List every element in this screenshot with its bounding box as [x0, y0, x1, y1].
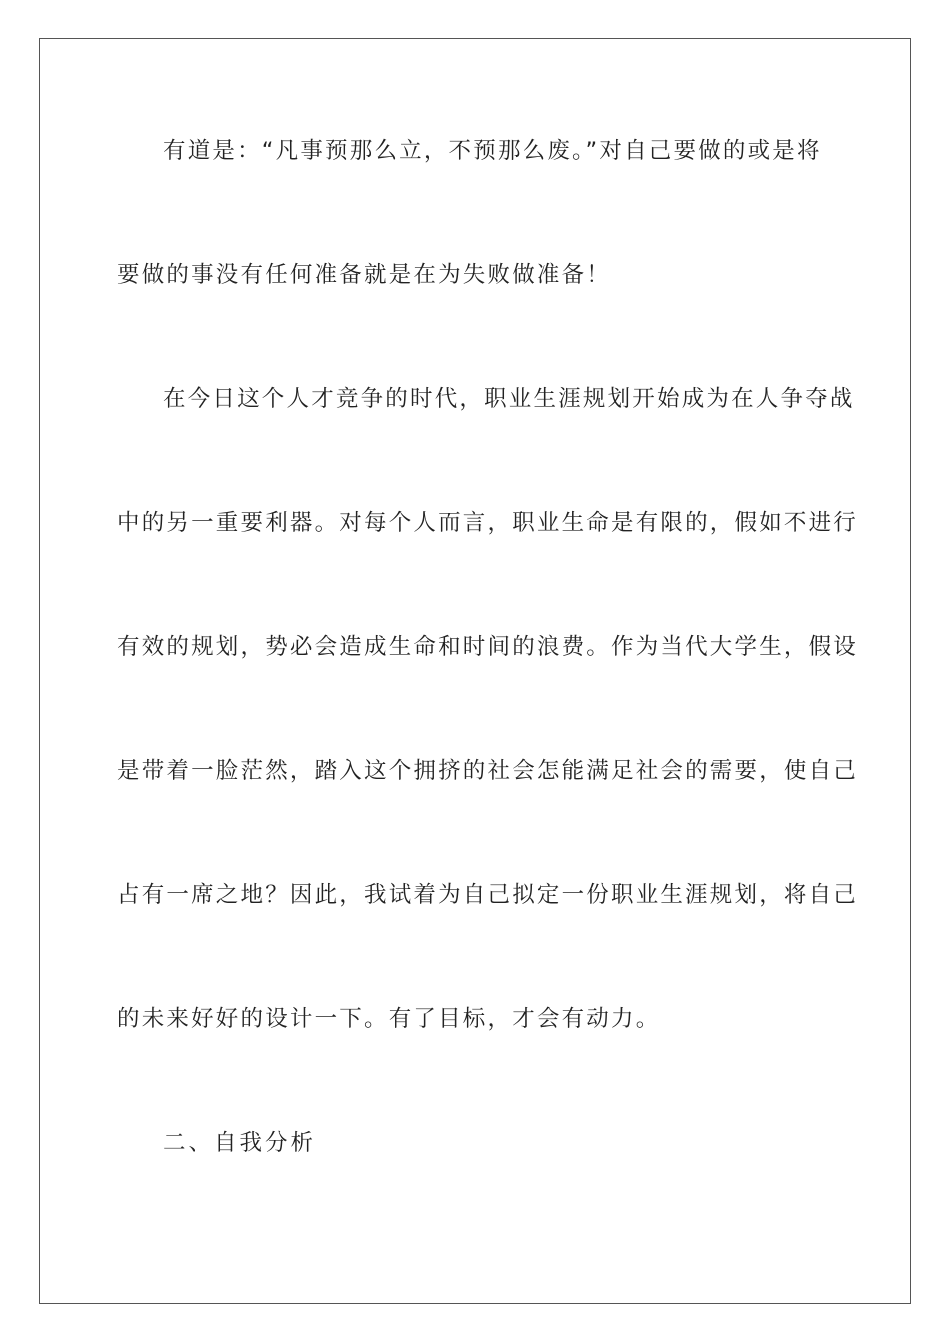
- paragraph-2-line-1: 在今日这个人才竞争的时代，职业生涯规划开始成为在人争夺战: [163, 386, 855, 412]
- paragraph-2-line-6: 的未来好好的设计一下。有了目标，才会有动力。: [117, 1006, 661, 1032]
- paragraph-1-line-1: 有道是：“凡事预那么立，不预那么废。”对自己要做的或是将: [163, 138, 822, 164]
- paragraph-2-line-5: 占有一席之地？因此，我试着为自己拟定一份职业生涯规划，将自己: [117, 882, 859, 908]
- page-border: [39, 38, 911, 1304]
- paragraph-2-line-3: 有效的规划，势必会造成生命和时间的浪费。作为当代大学生，假设: [117, 634, 859, 660]
- paragraph-2-line-2: 中的另一重要利器。对每个人而言，职业生命是有限的，假如不进行: [117, 510, 859, 536]
- section-heading: 二、自我分析: [163, 1130, 317, 1156]
- paragraph-1-line-2: 要做的事没有任何准备就是在为失败做准备！: [117, 262, 612, 288]
- paragraph-2-line-4: 是带着一脸茫然，踏入这个拥挤的社会怎能满足社会的需要，使自己: [117, 758, 859, 784]
